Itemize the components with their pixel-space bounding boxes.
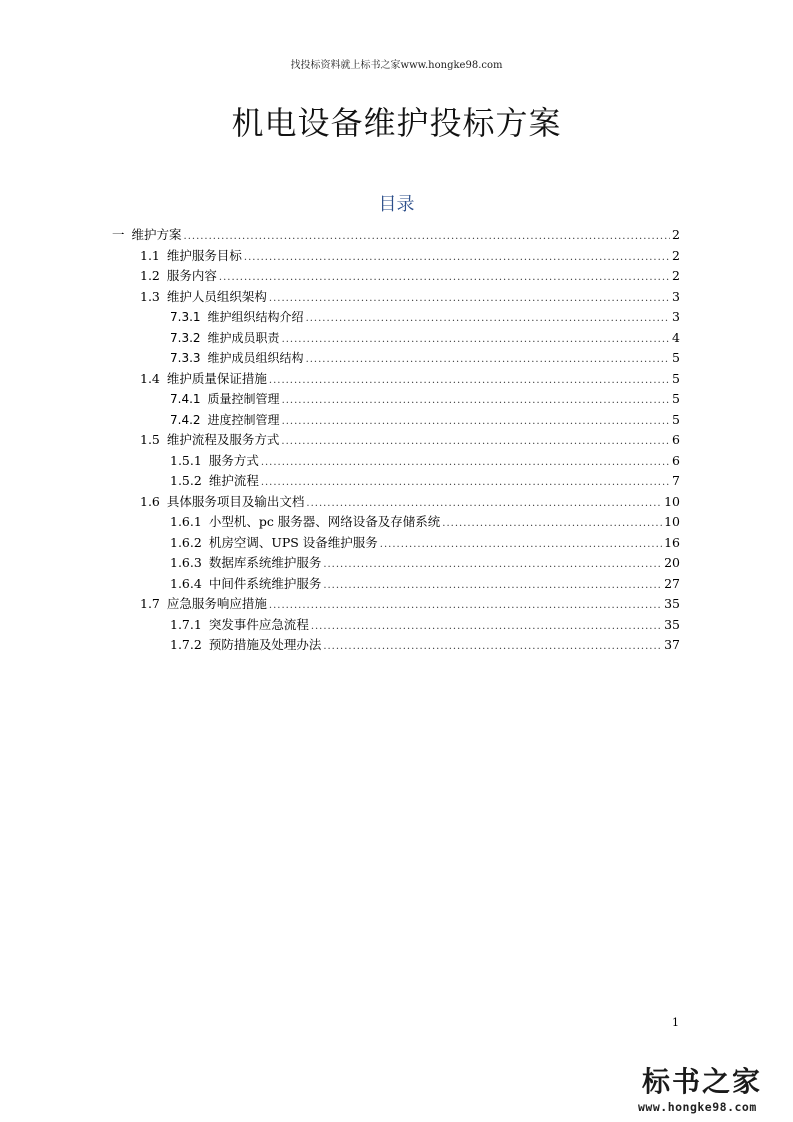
toc-entry[interactable] xyxy=(112,246,680,267)
toc-entry-title: 服务内容 xyxy=(166,268,217,283)
toc-leader-dots xyxy=(244,248,670,269)
page-number: 1 xyxy=(672,1016,679,1029)
toc-entry-number: 1.6.2 xyxy=(170,534,202,550)
toc-entry[interactable] xyxy=(112,492,680,513)
toc-entry-number: 7.4.1 xyxy=(170,392,201,406)
toc-entry-page: 27 xyxy=(664,575,680,591)
toc-entry-page: 16 xyxy=(664,534,680,550)
table-of-contents xyxy=(112,225,680,656)
toc-entry-page: 6 xyxy=(672,432,680,447)
toc-leader-dots xyxy=(281,432,670,453)
toc-entry[interactable] xyxy=(112,307,680,328)
toc-entry-title: 质量控制管理 xyxy=(207,392,280,406)
toc-entry-title: 维护成员组织结构 xyxy=(207,351,304,365)
toc-entry-page: 35 xyxy=(664,616,680,632)
toc-entry-number: 1.6 xyxy=(140,493,160,509)
brand-logo-text: 标书之家 xyxy=(642,1065,763,1098)
toc-entry-title: 中间件系统维护服务 xyxy=(208,575,322,591)
toc-leader-dots xyxy=(306,494,662,515)
toc-entry[interactable] xyxy=(112,225,680,246)
toc-entry[interactable] xyxy=(112,266,680,287)
toc-leader-dots xyxy=(306,309,670,330)
toc-entry-title: 维护流程及服务方式 xyxy=(166,432,280,447)
toc-leader-dots xyxy=(269,289,670,310)
toc-leader-dots xyxy=(269,371,670,392)
toc-leader-dots xyxy=(311,617,662,638)
toc-entry-title: 突发事件应急流程 xyxy=(208,616,309,632)
toc-entry[interactable] xyxy=(112,635,680,656)
toc-entry-number: 1.7.2 xyxy=(170,637,202,652)
toc-entry-page: 10 xyxy=(664,514,680,529)
toc-entry-number: 1.2 xyxy=(140,268,160,283)
toc-entry-page: 10 xyxy=(664,493,680,509)
toc-entry-page: 3 xyxy=(672,288,680,304)
toc-entry-number: 1.7 xyxy=(140,596,160,611)
toc-entry-page: 2 xyxy=(672,227,680,242)
toc-entry-page: 5 xyxy=(672,350,680,365)
toc-entry-page: 35 xyxy=(664,596,680,611)
toc-entry-page: 37 xyxy=(664,637,680,652)
toc-entry[interactable] xyxy=(112,512,680,533)
toc-entry-page: 5 xyxy=(672,391,680,406)
toc-entry-title: 维护质量保证措施 xyxy=(166,370,267,386)
toc-entry-number: 1.5.2 xyxy=(170,473,202,488)
toc-leader-dots xyxy=(184,227,671,248)
toc-entry-title: 维护服务目标 xyxy=(166,247,242,263)
toc-entry-page: 7 xyxy=(672,473,680,488)
toc-leader-dots xyxy=(282,412,670,433)
toc-entry-number: 1.4 xyxy=(140,370,160,386)
toc-entry-page: 2 xyxy=(672,268,680,283)
toc-entry-number: 1.1 xyxy=(140,247,160,263)
toc-entry[interactable] xyxy=(112,287,680,308)
toc-entry[interactable] xyxy=(112,451,680,472)
toc-leader-dots xyxy=(323,637,662,658)
brand-logo xyxy=(630,1064,793,1122)
toc-entry-title: 小型机、pc 服务器、网络设备及存储系统 xyxy=(208,514,441,529)
toc-entry-title: 维护流程 xyxy=(208,473,259,488)
toc-leader-dots xyxy=(442,514,662,535)
toc-entry-number: 7.3.2 xyxy=(170,330,201,345)
toc-entry-number: 7.3.3 xyxy=(170,351,201,365)
toc-entry-number: 1.6.1 xyxy=(170,514,202,529)
toc-leader-dots xyxy=(219,268,670,289)
toc-leader-dots xyxy=(282,330,670,351)
toc-entry[interactable] xyxy=(112,410,680,431)
toc-entry-page: 20 xyxy=(664,555,680,570)
toc-entry[interactable] xyxy=(112,369,680,390)
toc-entry-title: 具体服务项目及输出文档 xyxy=(166,493,305,509)
toc-entry[interactable] xyxy=(112,389,680,410)
toc-entry-number: 1.6.4 xyxy=(170,575,202,591)
toc-leader-dots xyxy=(323,555,662,576)
toc-entry-number: 1.5 xyxy=(140,432,160,447)
toc-entry-title: 数据库系统维护服务 xyxy=(208,555,322,570)
toc-entry-number: 7.3.1 xyxy=(170,310,201,324)
toc-entry[interactable] xyxy=(112,533,680,554)
toc-leader-dots xyxy=(323,576,662,597)
document-title: 机电设备维护投标方案 xyxy=(231,104,562,142)
toc-entry[interactable] xyxy=(112,348,680,369)
toc-entry-title: 应急服务响应措施 xyxy=(166,596,267,611)
toc-leader-dots xyxy=(269,596,662,617)
toc-entry-number: 7.4.2 xyxy=(170,412,201,427)
toc-entry-title: 维护方案 xyxy=(131,227,182,242)
toc-entry-title: 机房空调、UPS 设备维护服务 xyxy=(208,534,378,550)
toc-entry-title: 预防措施及处理办法 xyxy=(208,637,322,652)
toc-entry-title: 服务方式 xyxy=(208,452,259,468)
toc-heading: 目录 xyxy=(378,194,415,215)
toc-leader-dots xyxy=(282,391,670,412)
toc-leader-dots xyxy=(261,473,670,494)
toc-entry[interactable] xyxy=(112,553,680,574)
toc-entry-number: 1.7.1 xyxy=(170,616,202,632)
toc-entry-title: 维护人员组织架构 xyxy=(166,288,267,304)
toc-entry[interactable] xyxy=(112,430,680,451)
toc-entry-title: 维护组织结构介绍 xyxy=(207,310,304,324)
toc-entry-number: 1.5.1 xyxy=(170,452,202,468)
toc-entry[interactable] xyxy=(112,471,680,492)
toc-entry-title: 进度控制管理 xyxy=(207,412,280,427)
header-banner: 找投标资料就上标书之家www.hongke98.com xyxy=(290,60,503,71)
toc-entry-page: 4 xyxy=(672,329,680,345)
toc-entry-number: 1.3 xyxy=(140,288,160,304)
toc-entry[interactable] xyxy=(112,574,680,595)
toc-entry-page: 3 xyxy=(672,309,680,324)
toc-leader-dots xyxy=(261,453,670,474)
toc-entry[interactable] xyxy=(112,328,680,349)
toc-entry-number: 1.6.3 xyxy=(170,555,202,570)
toc-leader-dots xyxy=(380,535,662,556)
toc-entry-page: 5 xyxy=(672,411,680,427)
toc-entry[interactable] xyxy=(112,615,680,636)
toc-entry-page: 6 xyxy=(672,452,680,468)
toc-entry-number: 一 xyxy=(112,227,125,242)
toc-leader-dots xyxy=(306,350,670,371)
brand-url: www.hongke98.com xyxy=(638,1100,757,1114)
toc-entry[interactable] xyxy=(112,594,680,615)
toc-entry-page: 2 xyxy=(672,247,680,263)
toc-entry-title: 维护成员职责 xyxy=(207,330,280,345)
toc-entry-page: 5 xyxy=(672,370,680,386)
